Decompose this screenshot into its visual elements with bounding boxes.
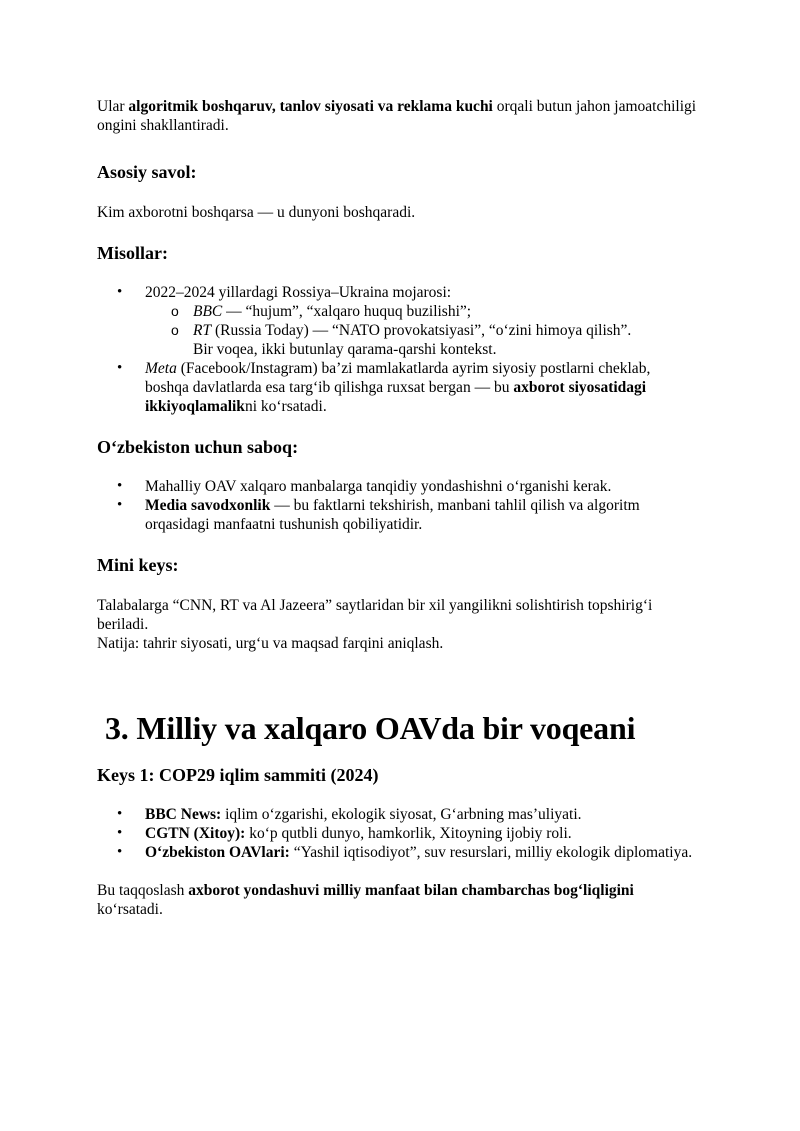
conclusion-paragraph [97, 881, 697, 919]
intro-bold-text: algoritmik boshqaruv, tanlov siyosati va reklama kuchi [128, 98, 493, 115]
list-item [97, 824, 697, 843]
sub-list-item-text: Bir voqea, ikki butunlay qarama-qarshi kontekst. [193, 341, 497, 358]
list-item-text: — bu faktlarni tekshirish, manbani tahlil qilish va algoritm orqasidagi manfaatni tushunish qobiliyatidir. [145, 497, 640, 533]
list-item-text-end: ni koʻrsatadi. [244, 398, 327, 415]
intro-paragraph [97, 97, 697, 135]
keys-heading: Keys 1: COP29 iqlim sammiti (2024) [97, 765, 379, 785]
list-item-text: koʻp qutbli dunyo, hamkorlik, Xitoyning ijobiy roli. [245, 825, 572, 842]
media-name: CGTN (Xitoy): [145, 825, 246, 842]
source-name: BBC [193, 303, 223, 320]
mini-keys-heading: Mini keys: [97, 555, 179, 575]
list-item-text: “Yashil iqtisodiyot”, suv resurslari, milliy ekologik diplomatiya. [289, 844, 693, 861]
sub-list-item [145, 321, 697, 359]
list-item: • Mahalliy OAV xalqaro manbalarga tanqidiy yondashishni oʻrganishi kerak. [97, 477, 697, 496]
media-name: BBC News: [145, 806, 222, 823]
mini-keys-result: Natija: tahrir siyosati, urgʻu va maqsad farqini aniqlash. [97, 635, 444, 652]
section-title: 3. Milliy va xalqaro OAVda bir voqeani [105, 710, 636, 746]
misollar-heading: Misollar: [97, 243, 168, 263]
list-item [97, 359, 697, 416]
conclusion-bold-text: axborot yondashuvi milliy manfaat bilan chambarchas bogʻliqligini [188, 882, 634, 899]
document-page [97, 97, 697, 919]
sub-list-item-text: — “hujum”, “xalqaro huquq buzilishi”; [222, 303, 472, 320]
source-name: Meta [145, 360, 177, 377]
list-item-bold-text: axborot siyosatidagi ikkiyoqlamalik [145, 379, 647, 415]
sub-list-item-text: (Russia Today) — “NATO provokatsiyasi”, “oʻzini himoya qilish”. [211, 322, 632, 339]
list-item-text: 2022–2024 yillardagi Rossiya–Ukraina mojarosi: [145, 284, 452, 301]
list-item [97, 843, 697, 862]
intro-text: Ular [97, 98, 129, 115]
source-name: RT [193, 322, 212, 339]
list-item-text: (Facebook/Instagram) ba’zi mamlakatlarda ayrim siyosiy postlarni cheklab, boshqa davlatlarda esa targʻib qilishga ruxsat bergan — bu [145, 360, 651, 396]
keys-list [97, 805, 697, 862]
list-item [97, 496, 697, 534]
media-name: Oʻzbekiston OAVlari: [145, 844, 290, 861]
asosiy-savol-heading: Asosiy savol: [97, 162, 197, 182]
conclusion-text-end: koʻrsatadi. [97, 901, 163, 918]
list-item-bold-text: Media savodxonlik [145, 497, 271, 514]
saboq-list [97, 477, 697, 534]
list-item [97, 805, 697, 824]
intro-text-end: orqali butun jahon jamoatchiligi ongini shakllantiradi. [97, 98, 697, 134]
sub-list [145, 302, 697, 359]
asosiy-savol-text: Kim axborotni boshqarsa — u dunyoni boshqaradi. [97, 204, 416, 221]
saboq-heading: Oʻzbekiston uchun saboq: [97, 437, 299, 457]
list-item-text: iqlim oʻzgarishi, ekologik siyosat, Gʻarbning mas’uliyati. [221, 806, 582, 823]
list-item [97, 283, 697, 359]
misollar-list [97, 283, 697, 416]
conclusion-text: Bu taqqoslash [97, 882, 189, 899]
mini-keys-text: Talabalarga “CNN, RT va Al Jazeera” saytlaridan bir xil yangilikni solishtirish topshirigʻi beriladi. [97, 597, 653, 633]
sub-list-item [145, 302, 697, 321]
